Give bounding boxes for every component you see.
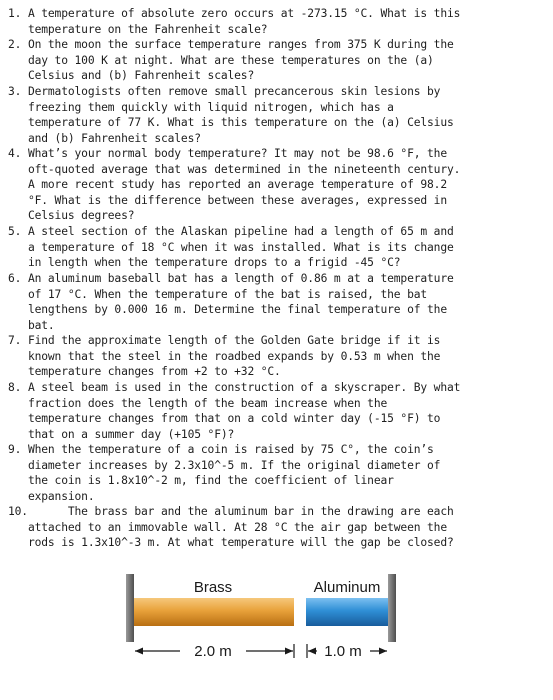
aluminum-arrowhead-right [379,648,387,655]
problem-1: 1. A temperature of absolute zero occurs at -273.15 °C. What is this temperature on the Fahrenheit scale? [8,7,461,36]
problem-10: 10. The brass bar and the aluminum bar in the drawing are each attached to an immovable wall. At 28 °C the air gap between the rods is 1.3x10^-3 m. At what temperature will the gap be closed? [8,505,454,550]
problem-9: 9. When the temperature of a coin is raised by 75 C°, the coin’s diameter increases by 2.3x10^-5 m. If the original diameter of the coin is 1.8x10^-2 m, find the coefficient of linear expansion. [8,443,441,503]
problem-7: 7. Find the approximate length of the Golden Gate bridge if it is known that the steel in the roadbed expands by 0.53 m when the temperature changes from +2 to +32 °C. [8,334,441,379]
brass-arrowhead-right [285,648,293,655]
problem-4: 4. What’s your normal body temperature? It may not be 98.6 °F, the oft-quoted average that was determined in the nineteenth century. A more recent study has reported an average temperature of 98.2 °F. What is the difference between these averages, expressed in Celsius degrees? [8,147,461,223]
brass-aluminum-figure [120,572,420,667]
problem-5: 5. A steel section of the Alaskan pipeline had a length of 65 m and a temperature of 18 °C when it was installed. What is its change in length when the temperature drops to a frigid -45 °C? [8,225,454,270]
aluminum-length-label: 1.0 m [324,643,362,660]
problem-3: 3. Dermatologists often remove small precancerous skin lesions by freezing them quickly with liquid nitrogen, which has a temperature of 77 K. What is this temperature on the (a) Celsius and (b) Fahrenheit scales? [8,85,454,145]
problem-2: 2. On the moon the surface temperature ranges from 375 K during the day to 100 K at night. What are these temperatures on the (a) Celsius and (b) Fahrenheit scales? [8,38,454,83]
problem-8: 8. A steel beam is used in the construction of a skyscraper. By what fraction does the length of the beam increase when the temperature changes from that on a cold winter day (-15 °F) to that on a summer day (+105 °F)? [8,381,461,441]
brass-label: Brass [193,579,233,596]
right-wall [388,574,396,642]
problem-6: 6. An aluminum baseball bat has a length of 0.86 m at a temperature of 17 °C. When the temperature of the bat is raised, the bat lengthens by 0.000 16 m. Determine the final temperature of the bat. [8,272,454,332]
aluminum-label: Aluminum [313,579,381,596]
left-wall [126,574,134,642]
brass-arrowhead-left [135,648,143,655]
brass-bar [134,598,294,626]
aluminum-bar [306,598,388,626]
brass-length-label: 2.0 m [194,643,232,660]
